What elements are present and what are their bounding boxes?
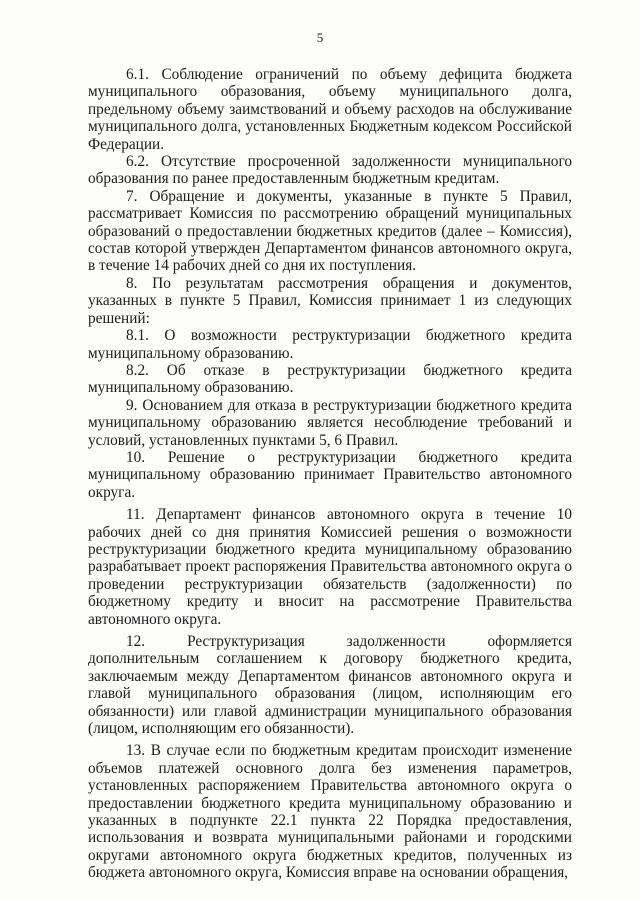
paragraph-13: 13. В случае если по бюджетным кредитам происходит изменение объемов платежей основного долга без изменения параметров, установленных распоряжением Правительства автономного округа о предоставлении бюджетного кредита муниципальному образованию и указанных в подпункте 22.1 пункта 22 Порядка предоставления, использования и возврата муниципальными районами и городскими округами автономного округа бюджетных кредитов, полученных из бюджета автономного округа, Комиссия вправе на основании обращения,: [88, 742, 572, 882]
page-number: 5: [316, 30, 324, 45]
paragraph-9: 9. Основанием для отказа в реструктуризации бюджетного кредита муниципальному образованию является несоблюдение требований и условий, установленных пунктами 5, 6 Правил.: [88, 396, 572, 449]
document-body: [88, 66, 572, 882]
paragraph-6-1: 6.1. Соблюдение ограничений по объему дефицита бюджета муниципального образования, объему муниципального долга, предельному объему заимствований и объему расходов на обслуживание муниципального долга, установленных Бюджетным кодексом Российской Федерации.: [88, 66, 572, 153]
paragraph-8: 8. По результатам рассмотрения обращения и документов, указанных в пункте 5 Правил, Комиссия принимает 1 из следующих решений:: [88, 274, 572, 327]
paragraph-8-1: 8.1. О возможности реструктуризации бюджетного кредита муниципальному образованию.: [88, 327, 572, 362]
paragraph-8-2: 8.2. Об отказе в реструктуризации бюджетного кредита муниципальному образованию.: [88, 361, 572, 397]
paragraph-10: 10. Решение о реструктуризации бюджетного кредита муниципальному образованию принимает Правительство автономного округа.: [88, 448, 572, 501]
paragraph-7: 7. Обращение и документы, указанные в пункте 5 Правил, рассматривает Комиссия по рассмотрению обращений муниципальных образований о предоставлении бюджетных кредитов (далее – Комиссия), состав которой утвержден Департаментом финансов автономного округа, в течение 14 рабочих дней со дня их поступления.: [88, 187, 572, 275]
paragraph-12: 12. Реструктуризация задолженности оформляется дополнительным соглашением к договору бюджетного кредита, заключаемым между Департаментом финансов автономного округа и главой муниципального образования (лицом, исполняющим его обязанности) или главой администрации муниципального образования (лицом, исполняющим его обязанности).: [88, 633, 572, 738]
paragraph-6-2: 6.2. Отсутствие просроченной задолженности муниципального образования по ранее предоставленным бюджетным кредитам.: [88, 153, 572, 188]
paragraph-11: 11. Департамент финансов автономного округа в течение 10 рабочих дней со дня принятия Комиссией решения о возможности реструктуризации бюджетного кредита муниципальному образованию разрабатывает проект распоряжения Правительства автономного округа о проведении реструктуризации обязательств (задолженности) по бюджетному кредиту и вносит на рассмотрение Правительства автономного округа.: [88, 506, 572, 628]
